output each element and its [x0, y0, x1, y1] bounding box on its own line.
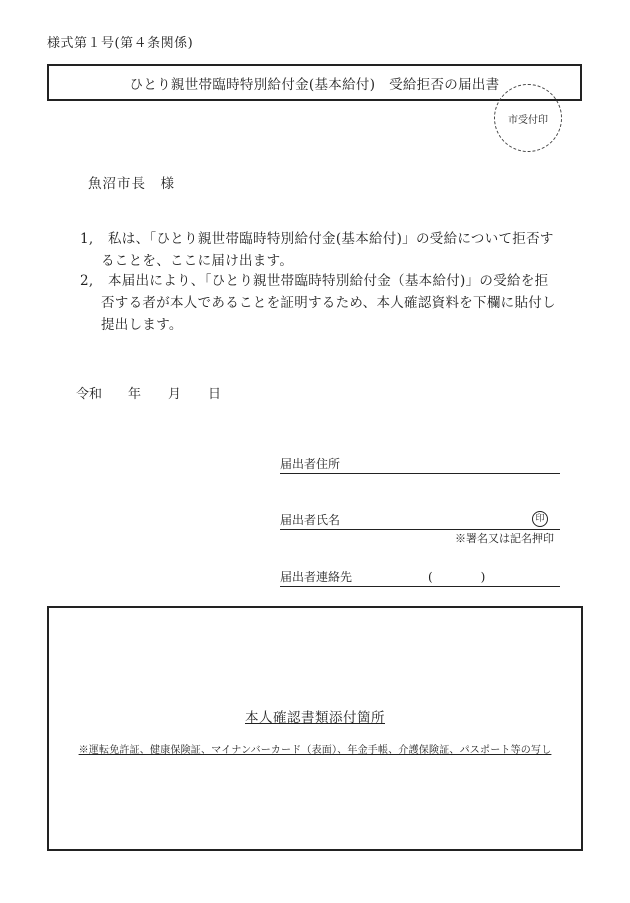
id-document-attachment-area [47, 606, 583, 851]
paragraph-1 [80, 228, 560, 272]
date-era: 令和 [76, 387, 103, 402]
paragraph-2-text-1: 本届出により、「ひとり親世帯臨時特別給付金（基本給付)」の受給を拒 [108, 273, 549, 289]
date-day: 日 [208, 387, 222, 402]
id-section-note: ※運転免許証、健康保険証、マイナンバーカード（表面）、年金手帳、介護保険証、パスポート等の写し [78, 745, 552, 756]
date-year: 年 [128, 387, 142, 402]
id-section-title: 本人確認書類添付箇所 [245, 710, 385, 726]
paragraph-1-line-1 [80, 228, 560, 250]
paragraph-2-number: 2, [80, 273, 94, 289]
reception-stamp-area [494, 84, 562, 152]
contact-paren: ( ) [428, 570, 486, 584]
date-field[interactable] [76, 383, 221, 402]
seal-mark-icon: 印 [532, 511, 548, 527]
document-title-text: ひとり親世帯臨時特別給付金(基本給付) 受給拒否の届出書 [129, 76, 500, 93]
paragraph-2 [80, 270, 560, 336]
name-field[interactable] [280, 513, 560, 530]
address-field[interactable] [280, 457, 560, 474]
paragraph-2-line-1 [80, 270, 560, 292]
addressee: 魚沼市長 様 [88, 176, 175, 192]
name-label: 届出者氏名 [280, 513, 341, 527]
form-number: 様式第１号(第４条関係) [47, 36, 194, 51]
contact-field[interactable] [280, 570, 560, 587]
address-label: 届出者住所 [280, 457, 341, 471]
paragraph-1-text-2: ることを、ここに届け出ます。 [101, 253, 294, 269]
seal-note: ※署名又は記名押印 [455, 532, 554, 545]
reception-stamp-label: 市受付印 [508, 114, 548, 126]
paragraph-2-text-2: 否する者が本人であることを証明するため、本人確認資料を下欄に貼付し [101, 295, 556, 311]
paragraph-2-text-3: 提出します。 [101, 317, 183, 333]
contact-label: 届出者連絡先 [280, 570, 353, 584]
paragraph-1-text-1: 私は、「ひとり親世帯臨時特別給付金(基本給付)」の受給について拒否す [108, 231, 554, 247]
paragraph-1-number: 1, [80, 231, 94, 247]
date-month: 月 [168, 387, 182, 402]
